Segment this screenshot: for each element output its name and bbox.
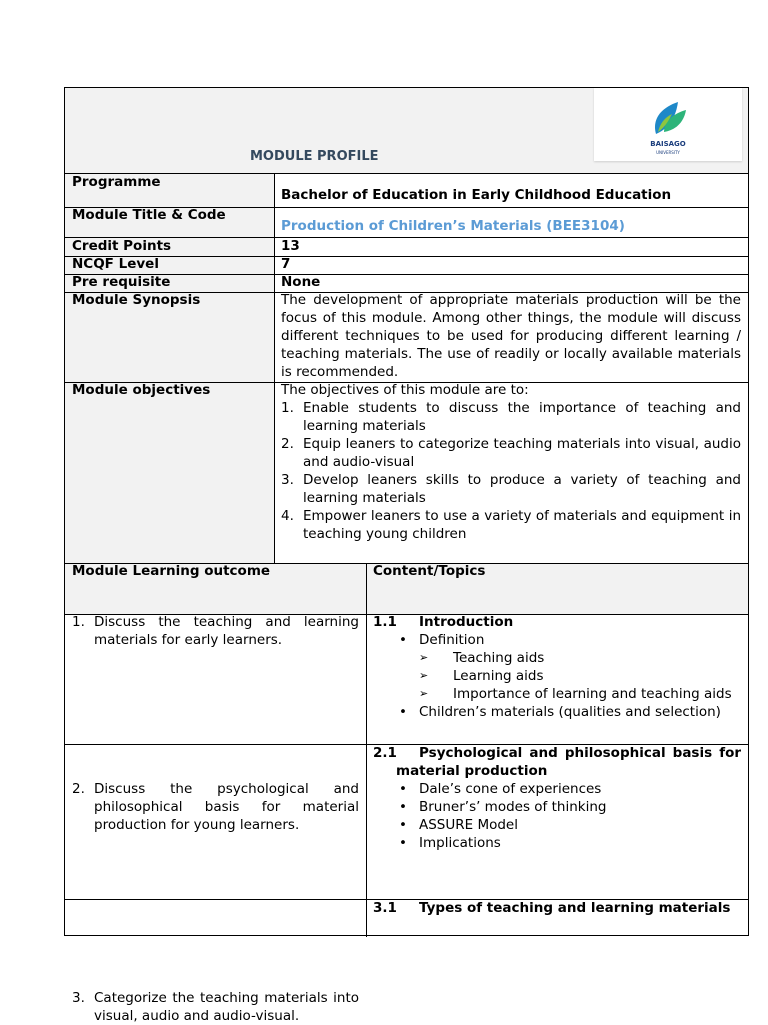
university-logo bbox=[594, 88, 742, 161]
prereq-value: None bbox=[281, 274, 321, 290]
topic-subitem: ➢ Learning aids bbox=[419, 668, 544, 684]
programme-label: Programme bbox=[72, 174, 161, 190]
topic-heading: 1.1 Introduction bbox=[373, 614, 514, 630]
credit-points-value: 13 bbox=[281, 238, 300, 254]
topic-bullet: • Bruner’s’ modes of thinking bbox=[399, 799, 607, 815]
topic-bullet: • Definition bbox=[399, 632, 485, 648]
topic-subitem: ➢ Importance of learning and teaching aids bbox=[419, 686, 732, 702]
page-title: MODULE PROFILE bbox=[250, 149, 379, 164]
objective-item: 4. Empower leaners to use a variety of materials and equipment in teaching young children bbox=[281, 508, 741, 542]
programme-value: Bachelor of Education in Early Childhood Education bbox=[281, 187, 672, 203]
topic-bullet: • Dale’s cone of experiences bbox=[399, 781, 602, 797]
ncqf-label: NCQF Level bbox=[72, 256, 159, 272]
logo-subtext: UNIVERSITY bbox=[656, 150, 680, 155]
module-profile-table bbox=[64, 87, 749, 1024]
topic-bullet: • ASSURE Model bbox=[399, 817, 518, 833]
module-title-value: Production of Children’s Materials (BEE3104) bbox=[281, 218, 625, 234]
topic-heading: 3.1 Types of teaching and learning materials bbox=[373, 900, 731, 916]
objective-item: 1. Enable students to discuss the importance of teaching and learning materials bbox=[281, 400, 741, 434]
objectives-intro: The objectives of this module are to: bbox=[281, 382, 529, 398]
logo-text: BAISAGO bbox=[650, 140, 686, 148]
arrow-bullet-icon: ➢ bbox=[419, 687, 429, 700]
topic-subitem: ➢ Teaching aids bbox=[419, 650, 545, 666]
objectives-label: Module objectives bbox=[72, 382, 211, 398]
outcome-3: 3. Categorize the teaching materials into visual, audio and audio-visual. bbox=[72, 990, 359, 1024]
outcome-1: 1. Discuss the teaching and learning materials for early learners. bbox=[72, 614, 359, 648]
topic-3 bbox=[366, 899, 748, 917]
arrow-bullet-icon: ➢ bbox=[419, 651, 429, 664]
topics-column-header: Content/Topics bbox=[373, 563, 486, 579]
ncqf-value: 7 bbox=[281, 256, 291, 272]
label-column-shade bbox=[65, 174, 274, 563]
topic-bullet: • Children’s materials (qualities and selection) bbox=[399, 704, 721, 720]
topic-1 bbox=[366, 613, 748, 721]
synopsis-label: Module Synopsis bbox=[72, 292, 201, 308]
synopsis-value: The development of appropriate materials production will be the focus of this module. Among other things, the module will discuss different techniques to be used for producing different learning / teaching materials. The use of readily or locally available materials is recommended. bbox=[281, 292, 741, 380]
credit-points-label: Credit Points bbox=[72, 238, 172, 254]
topic-heading: 2.1 Psychological and philosophical basis for material production bbox=[373, 745, 741, 779]
objectives-content bbox=[274, 381, 748, 543]
module-title-label: Module Title & Code bbox=[72, 207, 226, 223]
prereq-label: Pre requisite bbox=[72, 274, 171, 290]
outcome-column-header: Module Learning outcome bbox=[72, 563, 271, 579]
objective-item: 2. Equip leaners to categorize teaching materials into visual, audio and audio-visual bbox=[281, 436, 741, 470]
objective-item: 3. Develop leaners skills to produce a variety of teaching and learning materials bbox=[281, 472, 741, 506]
arrow-bullet-icon: ➢ bbox=[419, 669, 429, 682]
topic-bullet: • Implications bbox=[399, 835, 501, 851]
topic-2 bbox=[366, 744, 748, 852]
outcome-2: 2. Discuss the psychological and philosophical basis for material production for young learners. bbox=[72, 781, 359, 833]
